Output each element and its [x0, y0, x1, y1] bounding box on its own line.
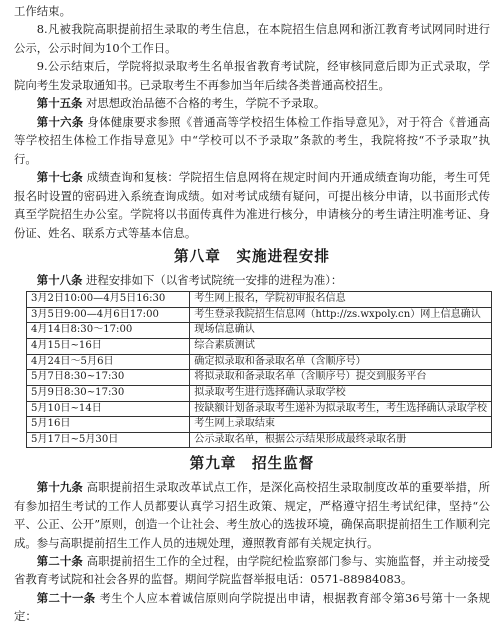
schedule-date: 4月24日～5月6日 [27, 354, 190, 370]
article-16-label: 第十六条 [36, 114, 84, 129]
schedule-date: 5月9日8:30~17:30 [27, 385, 190, 401]
schedule-date: 3月5日9:00—4月6日17:00 [27, 307, 190, 323]
article-18-text: 进程安排如下（以省考试院统一安排的进程为准）： [86, 272, 343, 287]
article-20-label: 第二十条 [36, 553, 83, 568]
article-19-text: 高职提前招生录取改革试点工作，是深化高校招生录取制度改革的重要举措，所有参加招生考试的工作人员都要认真学习招生政策、规定，严格遵守招生考试纪律，坚持“公平、公正、公开”原则，创造一个让社会、考生放心的选拔环境，确保高职提前招生工作顺利完成。参与高职提前招生工作人员的违规处理，遵照教育部有关规定执行。 [14, 480, 490, 550]
schedule-date: 3月2日10:00—4月5日16:30 [27, 292, 190, 308]
table-row [27, 354, 492, 370]
article-16-text: 身体健康要求参照《普通高等学校招生体检工作指导意见》，对于符合《普通高等学校招生体检工作指导意见》中“学校可以不予录取”条款的考生，我院将按“不予录取”执行。 [14, 114, 490, 166]
article-15 [14, 94, 490, 112]
schedule-event: 确定拟录取和备录取名单（含顺序号） [190, 354, 492, 370]
table-row [27, 401, 492, 417]
article-17 [14, 168, 490, 242]
article-17-text: 成绩查询和复核：学院招生信息网将在规定时间内开通成绩查询功能，考生可凭报名时设置的密码进入系统查询成绩。如对考试成绩有疑问，可提出核分申请，以书面形式传真至学院招生办公室。学院将以书面传真件为准进行核分，申请核分的考生请注明准考证、身份证、姓名、联系方式等基本信息。 [14, 170, 490, 240]
schedule-event: 考生登录我院招生信息网（http://zs.wxpoly.cn）网上信息确认 [190, 307, 492, 323]
schedule-event: 按缺额计划备录取考生递补为拟录取考生，考生选择确认录取学校 [190, 401, 492, 417]
schedule-date: 5月7日8:30~17:30 [27, 370, 190, 386]
schedule-event: 考生网上报名，学院初审报名信息 [190, 292, 492, 308]
article-16 [14, 113, 490, 168]
schedule-event: 将拟录取和备录取名单（含顺序号）提交到服务平台 [190, 370, 492, 386]
article-20-text: 高职提前招生工作的全过程，由学院纪检监察部门参与、实施监督，并主动接受省教育考试院和社会各界的监督。期间学院监督举报电话：0571-88984083。 [14, 553, 490, 587]
paragraph-work-end: 工作结束。 [14, 4, 71, 18]
paragraph-item-8: 8.凡被我院高职提前招生录取的考生信息，在本院招生信息网和浙江教育考试网同时进行公示，公示时间为10个工作日。 [14, 22, 490, 55]
schedule-date: 5月17日~5月30日 [27, 432, 190, 448]
schedule-date: 5月10日~14日 [27, 401, 190, 417]
schedule-date: 5月16日 [27, 417, 190, 433]
article-18-label: 第十八条 [36, 272, 83, 287]
schedule-event: 综合素质测试 [190, 339, 492, 355]
article-19-label: 第十九条 [36, 480, 83, 495]
schedule-date: 4月14日8:30～17:00 [27, 323, 190, 339]
schedule-event: 考生网上录取结束 [190, 417, 492, 433]
article-15-label: 第十五条 [36, 96, 83, 111]
table-row [27, 339, 492, 355]
article-17-label: 第十七条 [36, 170, 83, 185]
chapter-9-heading: 第九章 招生监督 [189, 455, 315, 473]
schedule-date: 4月15日~16日 [27, 339, 190, 355]
table-row [27, 323, 492, 339]
table-row [27, 307, 492, 323]
schedule-table [26, 291, 492, 448]
table-row [27, 417, 492, 433]
article-21 [14, 589, 490, 626]
chapter-8-heading: 第八章 实施进程安排 [174, 248, 330, 266]
table-row [27, 432, 492, 448]
article-15-text: 对思想政治品德不合格的考生，学院不予录取。 [86, 96, 326, 111]
table-row [27, 292, 492, 308]
schedule-event: 拟录取考生进行选择确认录取学校 [190, 385, 492, 401]
schedule-event: 现场信息确认 [190, 323, 492, 339]
article-18 [14, 271, 490, 289]
table-row [27, 385, 492, 401]
article-21-label: 第二十一条 [36, 590, 96, 605]
schedule-event: 公示录取名单，根据公示结果形成最终录取名册 [190, 432, 492, 448]
paragraph-item-9: 9.公示结束后，学院将拟录取考生名单报省教育考试院，经审核同意后即为正式录取，学院向考生发录取通知书。已录取考生不再参加当年后续各类普通高校招生。 [14, 59, 490, 92]
article-19 [14, 478, 490, 552]
article-20 [14, 552, 490, 589]
article-21-text: 考生个人应本着诚信原则向学院提出申请，根据教育部令第36号第十一条规定： [14, 590, 490, 624]
table-row [27, 370, 492, 386]
